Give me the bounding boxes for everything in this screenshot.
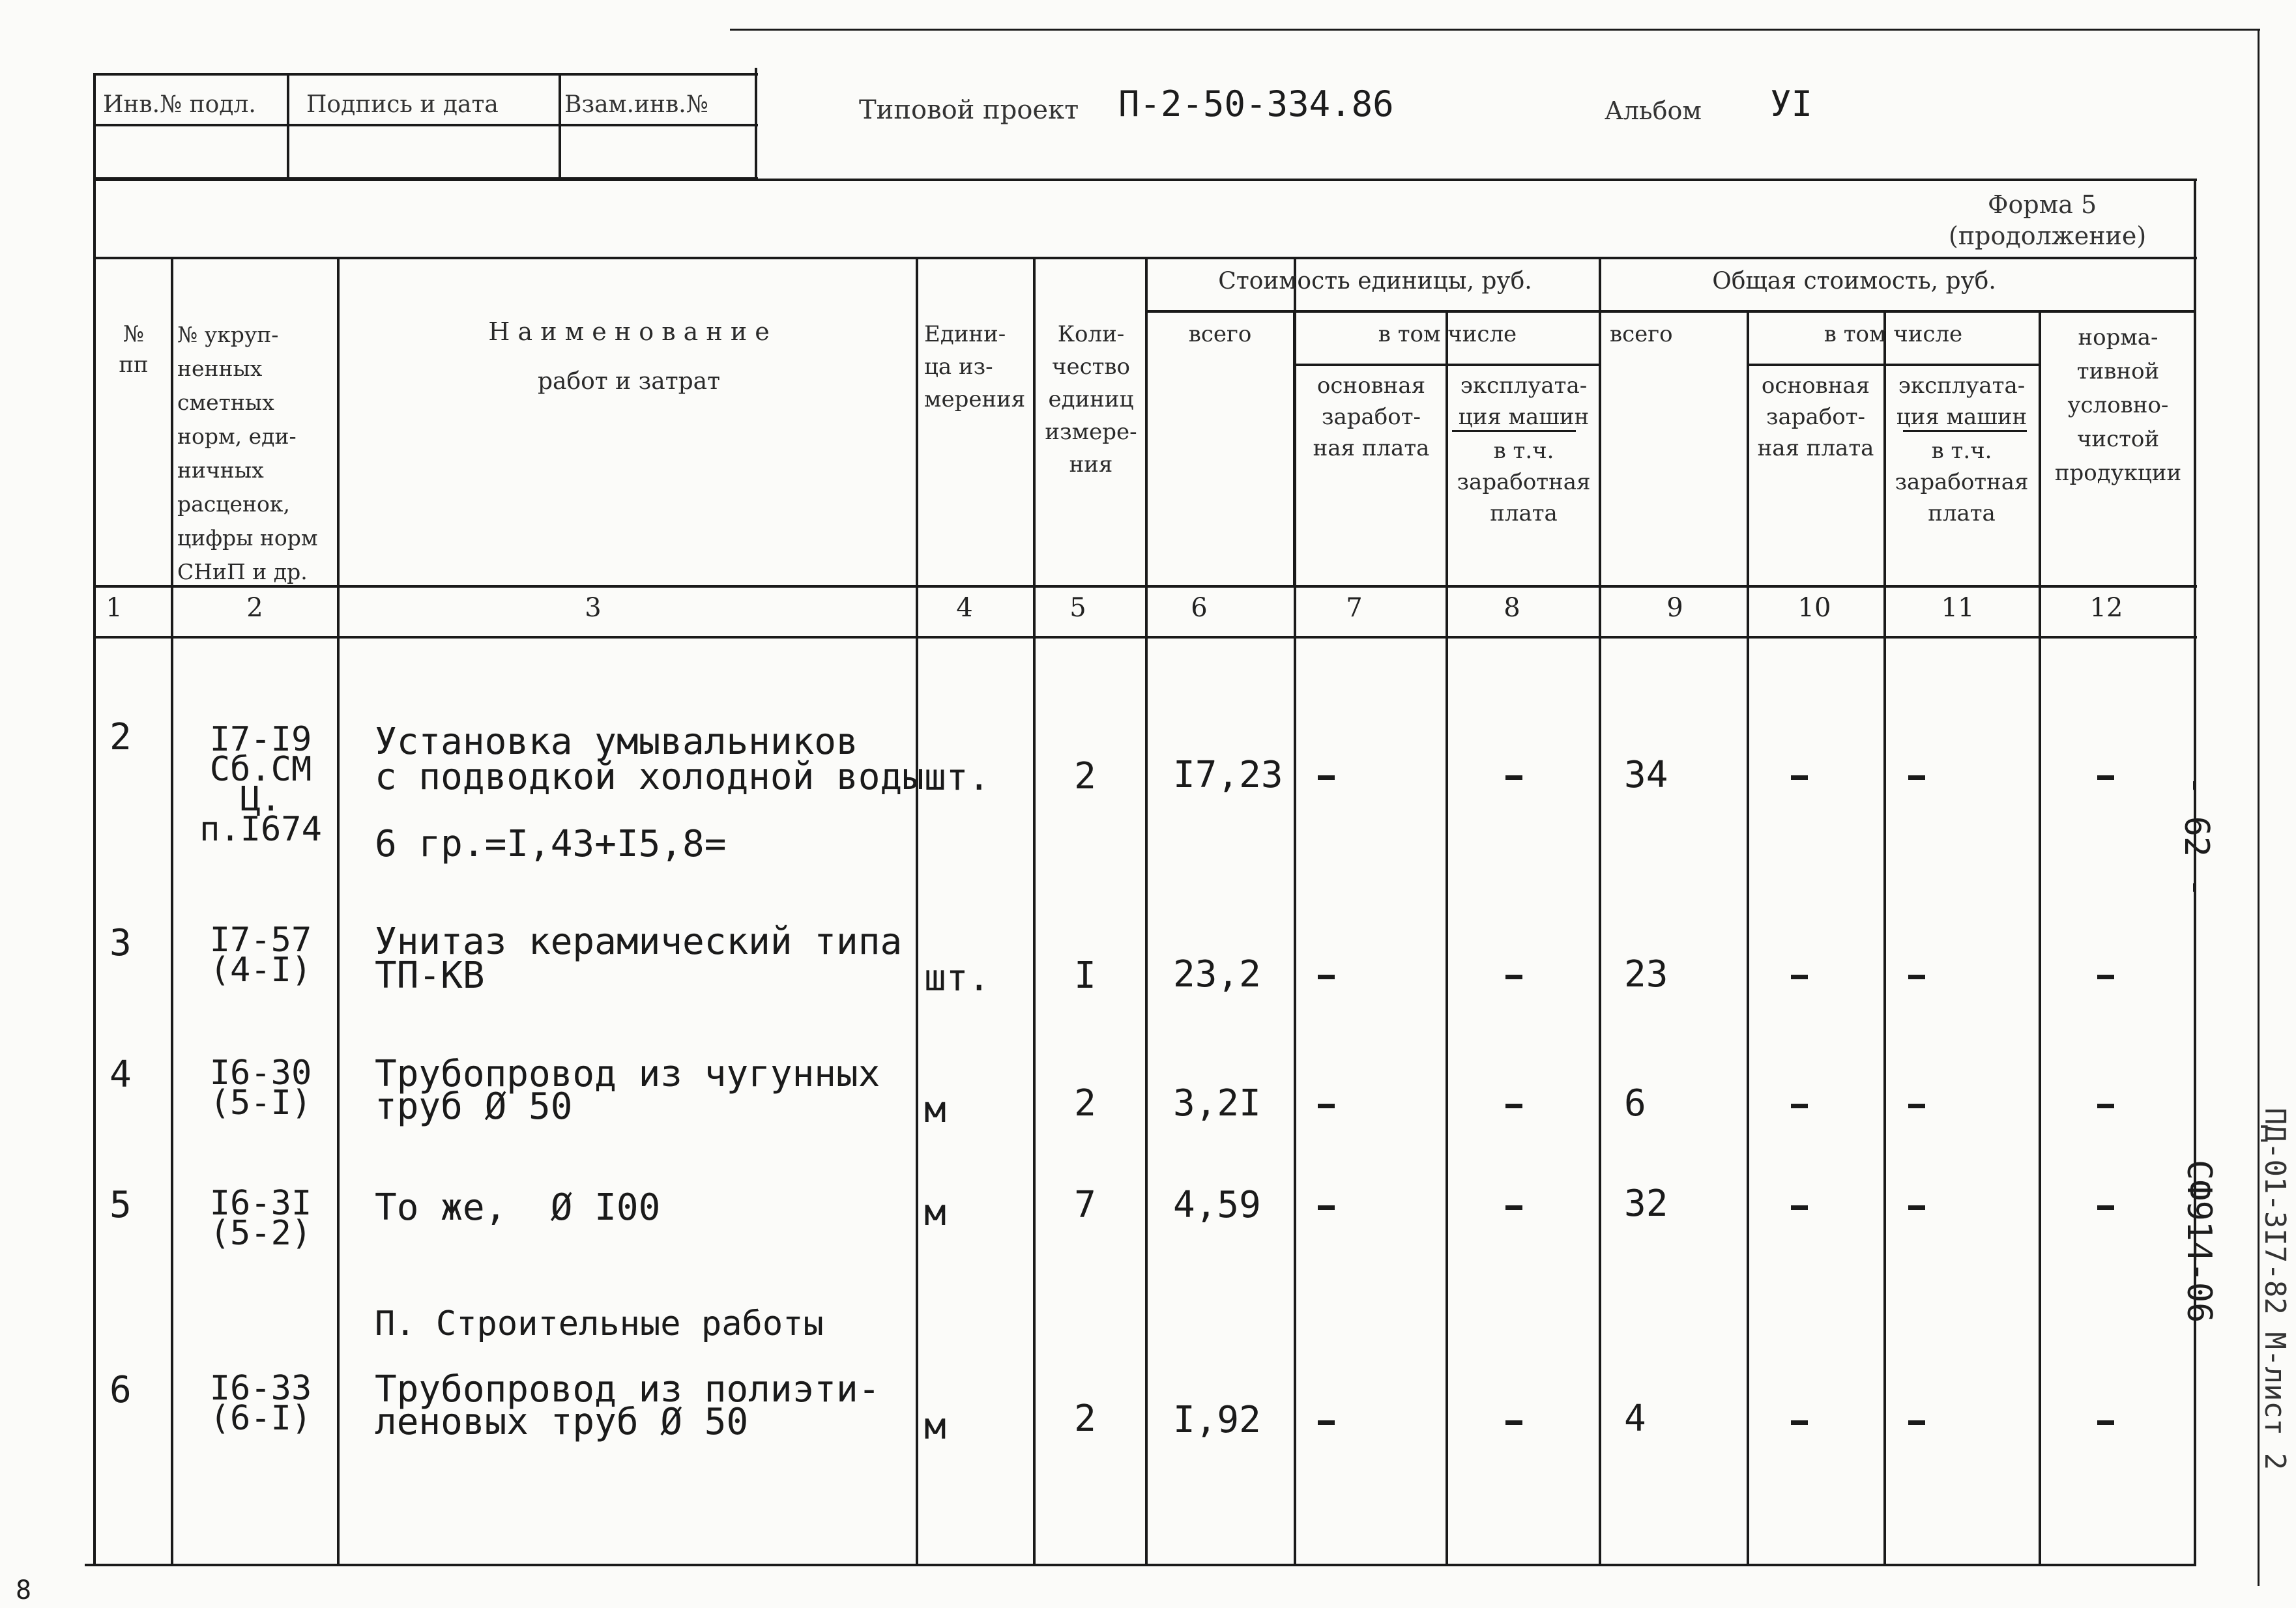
form-title: Форма 5	[1988, 190, 2097, 219]
dash-mark	[1505, 1420, 1522, 1425]
form-subtitle: (продолжение)	[1949, 222, 2147, 250]
sheet-reference: ПД-01-3I7-82 М-лист 2	[2258, 1108, 2291, 1471]
hdr-vsego-9: всего	[1610, 321, 1673, 347]
row-price: I7,23	[1173, 754, 1283, 796]
row-name: Трубопровод из чугунных труб Ø 50	[375, 1053, 880, 1128]
hdr-osn-10: основная заработ- ная плата	[1757, 373, 1874, 461]
tip-label: Типовой проект	[859, 95, 1079, 125]
row-number: 4	[109, 1054, 132, 1096]
row-qty: 7	[1074, 1184, 1096, 1226]
row-number: 6	[109, 1369, 132, 1411]
col-number: 10	[1797, 593, 1831, 623]
hdr-norm: № укруп- ненных сметных норм, еди- ничных расценок, цифры норм СНиП и др.	[177, 322, 318, 584]
row-total: 4	[1624, 1398, 1646, 1440]
row-code: I6-3I (5-2)	[209, 1184, 312, 1253]
stamp-vzam: Взам.инв.№	[564, 91, 708, 118]
col-number: 7	[1346, 593, 1363, 623]
dash-mark	[1908, 1420, 1925, 1425]
row-qty: 2	[1074, 755, 1096, 797]
col-number: 3	[585, 593, 602, 623]
col-number: 4	[956, 593, 973, 623]
col-number: 1	[106, 593, 123, 623]
col-number: 8	[1504, 593, 1520, 623]
dash-mark	[1791, 1420, 1808, 1425]
row-unit: м	[924, 1089, 946, 1131]
dash-mark	[1791, 1104, 1808, 1108]
row-price: 3,2I	[1173, 1082, 1261, 1125]
row-total: 32	[1624, 1183, 1668, 1225]
dash-mark	[2097, 1104, 2114, 1108]
row-extra: 6 гр.=I,43+I5,8=	[375, 823, 727, 865]
col-number: 6	[1191, 593, 1208, 623]
corner-number: 8	[16, 1575, 32, 1605]
hdr-expl-sub-11: в т.ч. заработная плата	[1895, 438, 2029, 526]
hdr-vtom-unit: в том числе	[1378, 321, 1517, 347]
dash-mark	[1505, 1205, 1522, 1210]
dash-mark	[2097, 975, 2114, 979]
dash-mark	[1908, 1104, 1925, 1108]
hdr-expl-11: эксплуата- ция машин	[1896, 373, 2027, 430]
hdr-osn-7: основная заработ- ная плата	[1313, 373, 1430, 461]
row-name: Установка умывальников с подводкой холодной воды	[375, 721, 924, 798]
dash-mark	[2097, 1205, 2114, 1210]
dash-mark	[1908, 975, 1925, 979]
hdr-unit-cost: Стоимость единицы, руб.	[1218, 268, 1532, 294]
dash-mark	[1791, 775, 1808, 780]
row-total: 23	[1624, 953, 1668, 996]
stamp-podpis: Подпись и дата	[306, 91, 499, 118]
row-total: 34	[1624, 754, 1668, 796]
row-price: 23,2	[1173, 953, 1261, 996]
hdr-name-sub: работ и затрат	[537, 368, 721, 395]
hdr-total-cost: Общая стоимость, руб.	[1712, 268, 1996, 294]
dash-mark	[1318, 975, 1335, 979]
row-name: Унитаз керамический типа ТП-КВ	[375, 921, 903, 997]
hdr-vsego-6: всего	[1188, 321, 1252, 347]
hdr-name-title: Н а и м е н о в а н и е	[488, 317, 770, 346]
dash-mark	[1908, 775, 1925, 780]
row-unit: шт.	[924, 957, 991, 999]
dash-mark	[2097, 775, 2114, 780]
dash-mark	[1318, 1205, 1335, 1210]
document-code: СФ914-06	[2179, 1160, 2218, 1323]
album-label: Альбом	[1605, 96, 1702, 125]
col-number: 12	[2089, 593, 2123, 623]
section-heading: П. Строительные работы	[375, 1304, 824, 1343]
hdr-norm-prod: норма- тивной условно- чистой продукции	[2054, 324, 2182, 486]
row-price: 4,59	[1173, 1184, 1261, 1226]
row-unit: м	[924, 1192, 946, 1234]
row-name: То же, Ø I00	[375, 1186, 661, 1229]
row-number: 3	[109, 922, 132, 964]
dash-mark	[1318, 1420, 1335, 1425]
hdr-qty: Коли- чество единиц измере- ния	[1045, 321, 1137, 478]
dash-mark	[1318, 1104, 1335, 1108]
dash-mark	[1505, 1104, 1522, 1108]
dash-mark	[1505, 775, 1522, 780]
row-qty: 2	[1074, 1082, 1096, 1125]
row-price: I,92	[1173, 1399, 1261, 1441]
col-number: 9	[1666, 593, 1683, 623]
hdr-unit: Едини- ца из- мерения	[924, 321, 1026, 412]
hdr-num: № пп	[119, 321, 149, 378]
hdr-expl-8: эксплуата- ция машин	[1458, 373, 1590, 430]
row-total: 6	[1624, 1082, 1646, 1125]
row-number: 5	[109, 1184, 132, 1226]
tip-value: П-2-50-334.86	[1118, 83, 1394, 124]
dash-mark	[1908, 1205, 1925, 1210]
dash-mark	[1791, 975, 1808, 979]
row-unit: шт.	[924, 756, 991, 799]
row-name: Трубопровод из полиэти- леновых труб Ø 50	[375, 1368, 880, 1443]
col-number: 2	[246, 593, 263, 623]
dash-mark	[1791, 1205, 1808, 1210]
page-number: - 62 -	[2177, 775, 2216, 898]
row-code: I7-57 (4-I)	[209, 921, 312, 990]
dash-mark	[1505, 975, 1522, 979]
col-number: 5	[1069, 593, 1086, 623]
dash-mark	[1318, 775, 1335, 780]
dash-mark	[2097, 1420, 2114, 1425]
row-code: I6-30 (5-I)	[209, 1054, 312, 1123]
stamp-inv-podl: Инв.№ подл.	[103, 91, 256, 118]
hdr-expl-sub-8: в т.ч. заработная плата	[1457, 438, 1591, 526]
album-value: УI	[1770, 83, 1813, 124]
hdr-vtom-total: в том числе	[1824, 321, 1963, 347]
row-qty: I	[1074, 955, 1096, 997]
row-code: I7-I9 Сб.СМ Ц. п.I674	[199, 720, 322, 849]
row-unit: м	[924, 1405, 946, 1448]
row-number: 2	[109, 716, 132, 758]
row-qty: 2	[1074, 1398, 1096, 1440]
row-code: I6-33 (6-I)	[209, 1369, 312, 1438]
col-number: 11	[1941, 593, 1975, 623]
